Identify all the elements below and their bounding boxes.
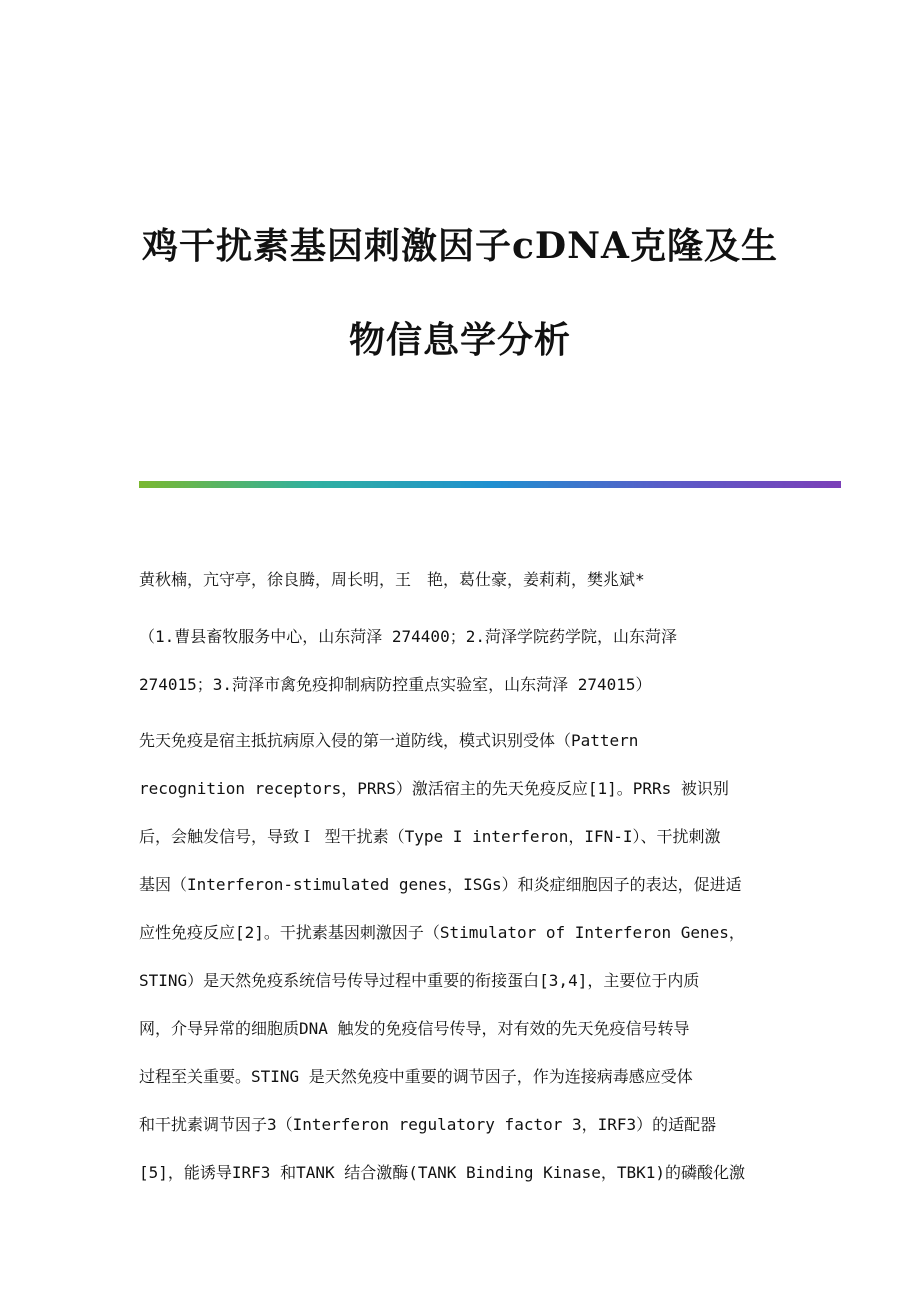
affiliation-line-2: 274015；3.菏泽市禽免疫抑制病防控重点实验室，山东菏泽 274015） — [139, 675, 652, 694]
body-text-line: 先天免疫是宿主抵抗病原入侵的第一道防线，模式识别受体（Pattern — [139, 731, 639, 750]
body-text-line: recognition receptors，PRRS）激活宿主的先天免疫反应[1]。PRRs 被识别 — [139, 779, 729, 798]
author-list: 黄秋楠，亢守亭，徐良腾，周长明，王 艳，葛仕豪，姜莉莉，樊兆斌* — [139, 570, 645, 589]
paper-title-line-1: 鸡干扰素基因刺激因子cDNA克隆及生 — [142, 225, 778, 267]
body-text-line: 和干扰素调节因子3（Interferon regulatory factor 3，IRF3）的适配器 — [139, 1115, 717, 1134]
body-text-line: 过程至关重要。STING 是天然免疫中重要的调节因子，作为连接病毒感应受体 — [139, 1067, 693, 1086]
paper-title-line-2: 物信息学分析 — [348, 319, 571, 361]
body-text-line: [5]，能诱导IRF3 和TANK 结合激酶(TANK Binding Kinase，TBK1)的磷酸化激 — [139, 1163, 746, 1182]
body-text-line: 后，会触发信号，导致Ｉ 型干扰素（Type I interferon，IFN-I）、干扰刺激 — [139, 827, 721, 846]
affiliation-line-1: （1.曹县畜牧服务中心，山东菏泽 274400；2.菏泽学院药学院，山东菏泽 — [139, 627, 677, 646]
body-text-line: 基因（Interferon-stimulated genes，ISGs）和炎症细胞因子的表达，促进适 — [139, 875, 742, 894]
body-text-line: 网，介导异常的细胞质DNA 触发的免疫信号传导，对有效的先天免疫信号转导 — [139, 1019, 690, 1038]
gradient-divider — [139, 481, 841, 488]
body-text-line: STING）是天然免疫系统信号传导过程中重要的衔接蛋白[3,4]，主要位于内质 — [139, 971, 700, 990]
body-text-line: 应性免疫反应[2]。干扰素基因刺激因子（Stimulator of Interferon Genes， — [139, 923, 745, 942]
